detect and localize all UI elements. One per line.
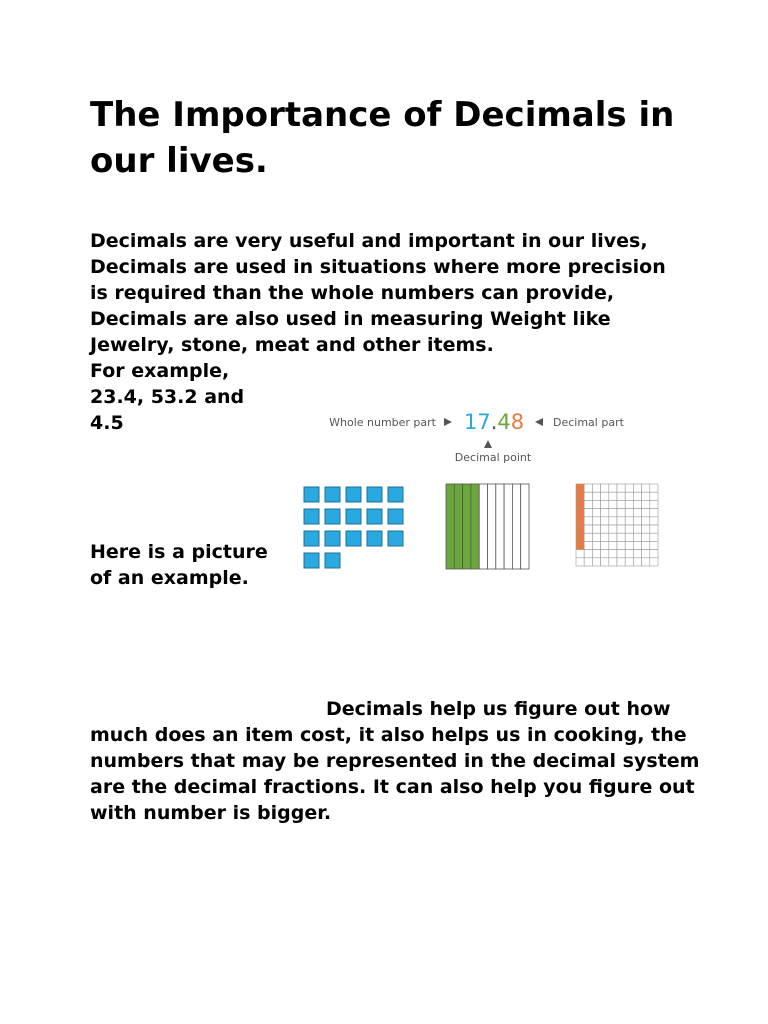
hundredths-cell (584, 509, 592, 517)
hundredths-cell (642, 558, 650, 566)
hundredths-cell (584, 500, 592, 508)
hundredths-cell (576, 558, 584, 566)
hundredths-cell (592, 525, 600, 533)
tenths-strip (471, 484, 479, 569)
decimal-point-glyph: . (490, 410, 498, 434)
unit-block (304, 509, 319, 524)
whole-digits: 17 (464, 410, 491, 434)
hundredths-cell (642, 533, 650, 541)
hundredths-cell (592, 492, 600, 500)
unit-block (367, 509, 382, 524)
decimal-place-value-figure (290, 390, 690, 600)
tenths-strip (446, 484, 454, 569)
hundredths-cell (601, 525, 609, 533)
tenths-strip (504, 484, 512, 569)
unit-block (304, 531, 319, 546)
unit-block (367, 487, 382, 502)
hundredths-cell (650, 492, 658, 500)
hundredths-cell (592, 484, 600, 492)
hundredths-cell (584, 550, 592, 558)
hundredths-cell (642, 550, 650, 558)
hundredths-cell (584, 558, 592, 566)
tenths-digit: 4 (497, 410, 511, 434)
hundredths-cell (601, 509, 609, 517)
unit-block (325, 531, 340, 546)
tenths-strip (521, 484, 529, 569)
hundredths-cell (609, 533, 617, 541)
hundredths-cell (633, 517, 641, 525)
hundredths-cell (650, 550, 658, 558)
hundredths-cell (642, 517, 650, 525)
hundredths-cell (617, 533, 625, 541)
hundredths-cell (584, 492, 592, 500)
hundredths-cell (584, 517, 592, 525)
unit-block (325, 509, 340, 524)
decimal-diagram-svg (290, 390, 690, 600)
tenths-strip (479, 484, 487, 569)
hundredths-cell (633, 533, 641, 541)
intro-text: Decimals are very useful and important in our lives, Decimals are used in situations where more precision is required than the whole numbers can provide, Decimals are also used in measuring Weight like Jewelry, stone, meat and other items. (90, 230, 666, 356)
hundredths-cell (576, 525, 584, 533)
hundredths-cell (584, 525, 592, 533)
decimal-point-label: Decimal point (454, 451, 532, 464)
hundredths-cell (617, 509, 625, 517)
unit-block (388, 531, 403, 546)
page-title: The Importance of Decimals in our lives. (90, 95, 675, 181)
hundredths-cell (609, 509, 617, 517)
hundredths-cell (625, 492, 633, 500)
hundredths-cell (617, 484, 625, 492)
hundredths-cell (642, 525, 650, 533)
hundredths-cell (650, 484, 658, 492)
tenths-strip (496, 484, 504, 569)
hundredths-cell (576, 500, 584, 508)
hundredths-cell (592, 558, 600, 566)
hundredths-cell (576, 517, 584, 525)
hundredths-cell (601, 558, 609, 566)
hundredths-cell (625, 558, 633, 566)
closing-text: Decimals help us figure out how much does an item cost, it also helps us in cooking, the numbers that may be represented in the decimal system are the decimal fractions. It can also help you figure out with number is bigger. (90, 698, 700, 824)
hundredths-cell (633, 550, 641, 558)
hundredths-cell (601, 550, 609, 558)
hundredths-cell (609, 492, 617, 500)
decimal-number (464, 410, 524, 434)
hundredths-cell (609, 500, 617, 508)
hundredths-cell (650, 533, 658, 541)
hundredths-cell (576, 509, 584, 517)
hundredths-cell (584, 533, 592, 541)
hundredths-cell (576, 492, 584, 500)
hundredths-cell (625, 541, 633, 549)
hundredths-cell (633, 525, 641, 533)
hundredths-cell (609, 550, 617, 558)
unit-block (346, 531, 361, 546)
hundredths-cell (642, 492, 650, 500)
hundredths-grid-model (576, 484, 658, 566)
hundredths-cell (617, 517, 625, 525)
hundredths-cell (609, 541, 617, 549)
hundredths-cell (617, 500, 625, 508)
hundredths-cell (633, 541, 641, 549)
unit-block (388, 487, 403, 502)
unit-block (304, 487, 319, 502)
left-arrow-icon (535, 418, 543, 426)
hundredths-cell (617, 550, 625, 558)
tenths-bar-model (446, 484, 529, 569)
hundredths-cell (609, 484, 617, 492)
closing-paragraph (90, 696, 710, 826)
hundredths-cell (584, 541, 592, 549)
hundredths-cell (625, 509, 633, 517)
hundredths-cell (592, 541, 600, 549)
unit-block (346, 487, 361, 502)
tenths-strip (488, 484, 496, 569)
hundredths-cell (642, 509, 650, 517)
hundredths-cell (650, 558, 658, 566)
hundredths-cell (633, 558, 641, 566)
hundredths-cell (576, 541, 584, 549)
hundredths-cell (642, 541, 650, 549)
hundredths-cell (584, 484, 592, 492)
decimal-part-label: Decimal part (553, 416, 624, 429)
tenths-strip (463, 484, 471, 569)
examples-line-1: 23.4, 53.2 and (90, 386, 245, 408)
hundredths-cell (617, 541, 625, 549)
hundredths-digit: 8 (510, 410, 525, 434)
hundredths-cell (633, 509, 641, 517)
tenths-strip (512, 484, 520, 569)
hundredths-cell (592, 550, 600, 558)
unit-block (304, 553, 319, 568)
hundredths-cell (592, 517, 600, 525)
hundredths-cell (642, 500, 650, 508)
whole-number-part-label: Whole number part (329, 416, 436, 429)
hundredths-cell (617, 525, 625, 533)
hundredths-cell (650, 517, 658, 525)
hundredths-cell (650, 525, 658, 533)
tenths-strip (454, 484, 462, 569)
unit-block (325, 553, 340, 568)
unit-block (367, 531, 382, 546)
hundredths-cell (633, 484, 641, 492)
for-example-label: For example, (90, 360, 230, 382)
hundredths-cell (576, 550, 584, 558)
whole-units-blocks (304, 487, 403, 568)
hundredths-cell (609, 558, 617, 566)
hundredths-cell (601, 492, 609, 500)
examples-line-2: 4.5 (90, 412, 124, 434)
hundredths-cell (625, 525, 633, 533)
hundredths-cell (592, 509, 600, 517)
hundredths-cell (617, 558, 625, 566)
hundredths-cell (625, 500, 633, 508)
hundredths-cell (601, 484, 609, 492)
hundredths-cell (592, 533, 600, 541)
up-arrow-icon (484, 440, 492, 448)
right-arrow-icon (444, 418, 452, 426)
unit-block (346, 509, 361, 524)
hundredths-cell (576, 484, 584, 492)
hundredths-cell (617, 492, 625, 500)
hundredths-cell (601, 517, 609, 525)
hundredths-cell (601, 533, 609, 541)
hundredths-cell (650, 500, 658, 508)
hundredths-cell (601, 500, 609, 508)
hundredths-cell (625, 533, 633, 541)
picture-caption: Here is a picture of an example. (90, 541, 268, 589)
hundredths-cell (642, 484, 650, 492)
hundredths-cell (633, 500, 641, 508)
hundredths-cell (650, 541, 658, 549)
hundredths-cell (601, 541, 609, 549)
hundredths-cell (625, 517, 633, 525)
hundredths-cell (650, 509, 658, 517)
hundredths-cell (609, 517, 617, 525)
hundredths-cell (633, 492, 641, 500)
hundredths-cell (609, 525, 617, 533)
hundredths-cell (576, 533, 584, 541)
hundredths-cell (625, 550, 633, 558)
hundredths-cell (625, 484, 633, 492)
unit-block (388, 509, 403, 524)
hundredths-cell (592, 500, 600, 508)
unit-block (325, 487, 340, 502)
